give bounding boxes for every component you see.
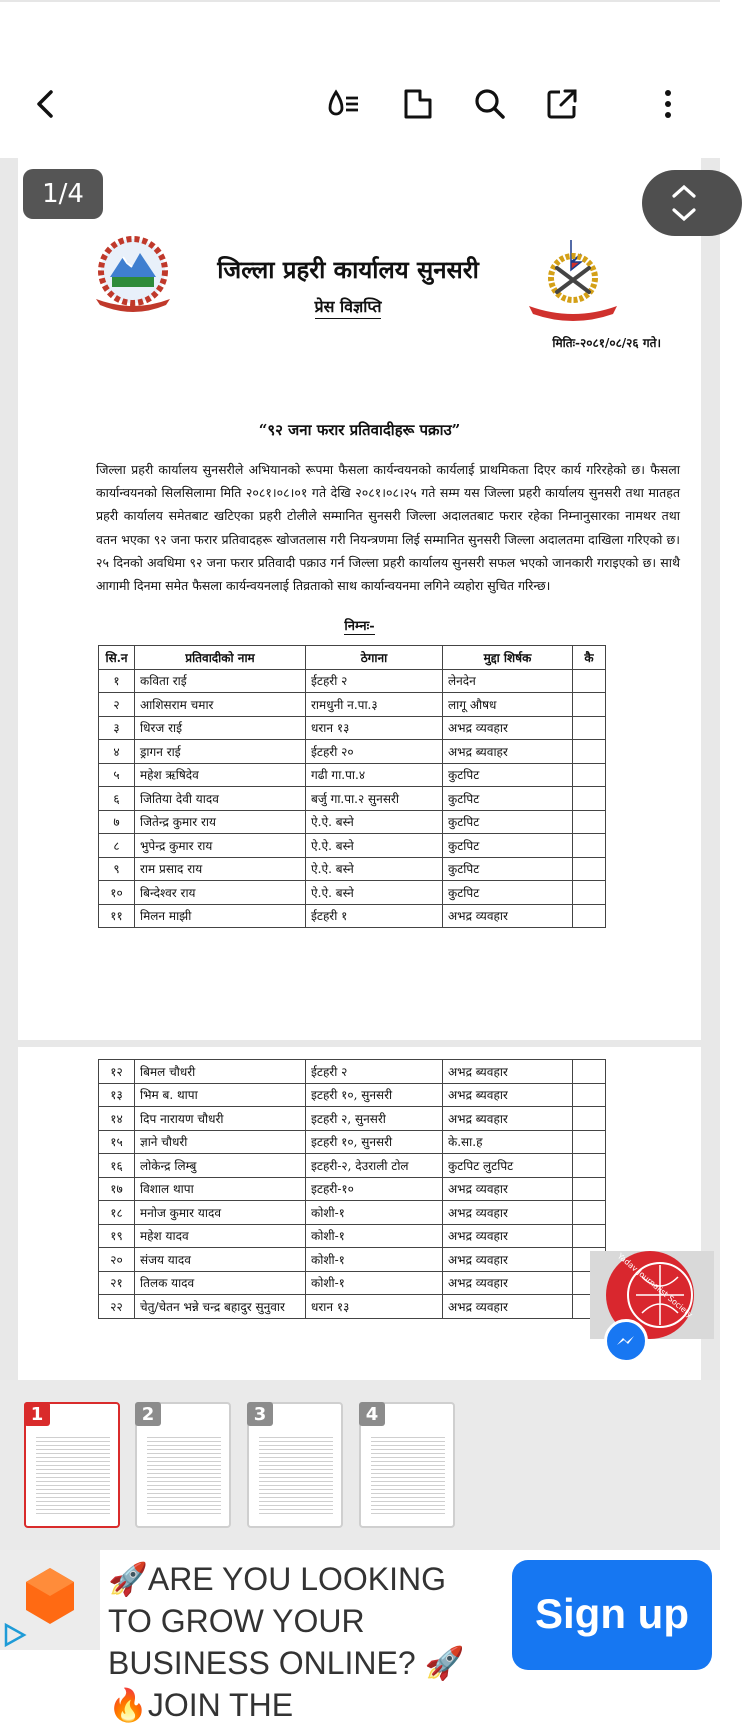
cell-case-title: अभद्र व्यवहार [443, 1177, 573, 1201]
document-viewer[interactable] [0, 158, 720, 1380]
column-header: मुद्दा शिर्षक [443, 646, 573, 670]
cell-address: इटहरी-२, देउराली टोल [306, 1154, 443, 1178]
cell-case-title: अभद्र व्यवहार [443, 1201, 573, 1225]
scroll-toggle-button[interactable] [642, 170, 742, 236]
table-row [99, 1271, 606, 1295]
cell-address: ऐ.ऐ. बस्ने [306, 810, 443, 834]
cell-address: ईटहरी २ [306, 669, 443, 693]
cell-address: इटहरी-१० [306, 1177, 443, 1201]
cell-remarks [573, 881, 606, 905]
back-button[interactable] [24, 82, 68, 126]
cell-accused-name: विशाल थापा [135, 1177, 306, 1201]
cell-accused-name: दिप नारायण चौधरी [135, 1107, 306, 1131]
cell-remarks [573, 857, 606, 881]
table-row [99, 763, 606, 787]
thumbnail-strip [0, 1380, 720, 1550]
cell-remarks [573, 1083, 606, 1107]
table-row [99, 1154, 606, 1178]
table-row [99, 1107, 606, 1131]
cell-remarks [573, 1060, 606, 1084]
table-row [99, 1295, 606, 1319]
search-button[interactable] [468, 82, 512, 126]
cell-accused-name: जितेन्द्र कुमार राय [135, 810, 306, 834]
cell-accused-name: लोकेन्द्र लिम्बु [135, 1154, 306, 1178]
cell-case-title: कुटपिट [443, 857, 573, 881]
cell-remarks [573, 834, 606, 858]
cell-case-title: अभद्र व्यवहार [443, 904, 573, 928]
messenger-icon [613, 1328, 639, 1354]
reading-mode-button[interactable] [322, 82, 366, 126]
table-row [99, 787, 606, 811]
cell-address: ऐ.ऐ. बस्ने [306, 881, 443, 905]
share-icon [544, 86, 580, 122]
table-row [99, 669, 606, 693]
cell-accused-name: धिरज राई [135, 716, 306, 740]
cell-serial: १३ [99, 1083, 135, 1107]
cell-serial: ९ [99, 857, 135, 881]
top-app-bar [0, 0, 720, 158]
cell-case-title: अभद्र ब्यवहार [443, 1083, 573, 1107]
cell-accused-name: मनोज कुमार यादव [135, 1201, 306, 1225]
headline: “९२ जना फरार प्रतिवादीहरू पक्राउ” [258, 421, 461, 439]
cell-case-title: अभद्र ब्यवहार [443, 1060, 573, 1084]
cell-serial: ६ [99, 787, 135, 811]
page-thumbnail-2[interactable] [135, 1402, 231, 1528]
ad-text: 🚀ARE YOU LOOKING TO GROW YOUR BUSINESS ONLINE? 🚀🔥JOIN THE [108, 1561, 465, 1723]
cell-address: इटहरी १०, सुनसरी [306, 1130, 443, 1154]
table-row [99, 1177, 606, 1201]
thumbnail-preview [147, 1434, 221, 1516]
document-page-1 [18, 158, 701, 1040]
cell-accused-name: ड्रागन राई [135, 740, 306, 764]
cell-remarks [573, 763, 606, 787]
cell-case-title: अभद्र ब्यवहार [443, 1107, 573, 1131]
date-line: मितिः-२०८१/०८/२६ गते। [552, 336, 661, 350]
cell-accused-name: भुपेन्द्र कुमार राय [135, 834, 306, 858]
cell-address: इटहरी २, सुनसरी [306, 1107, 443, 1131]
share-button[interactable] [540, 82, 584, 126]
table-row [99, 810, 606, 834]
cell-case-title: कुटपिट [443, 810, 573, 834]
cell-case-title: कुटपिट [443, 787, 573, 811]
cell-serial: १४ [99, 1107, 135, 1131]
cell-accused-name: तिलक यादव [135, 1271, 306, 1295]
cell-remarks [573, 669, 606, 693]
ad-info-icon[interactable] [2, 1622, 28, 1648]
cell-address: रामधुनी न.पा.३ [306, 693, 443, 717]
thumbnail-number: 2 [135, 1402, 161, 1426]
cell-address: गढी गा.पा.४ [306, 763, 443, 787]
cell-serial: ७ [99, 810, 135, 834]
cell-case-title: कुटपिट लुटपिट [443, 1154, 573, 1178]
chat-head-label: Yadav Journalist Society [615, 1251, 695, 1320]
cell-remarks [573, 1107, 606, 1131]
table-row [99, 740, 606, 764]
cell-serial: १२ [99, 1060, 135, 1084]
table-row [99, 904, 606, 928]
cell-remarks [573, 1201, 606, 1225]
page-thumbnail-4[interactable] [359, 1402, 455, 1528]
cell-case-title: अभद्र व्यवहार [443, 1295, 573, 1319]
cell-accused-name: कविता राई [135, 669, 306, 693]
cell-accused-name: बिमल चौधरी [135, 1060, 306, 1084]
accused-table-page-1 [98, 645, 606, 928]
cell-remarks [573, 693, 606, 717]
cell-accused-name: संजय यादव [135, 1248, 306, 1272]
cell-case-title: अभद्र व्यवहार [443, 1271, 573, 1295]
cell-serial: ३ [99, 716, 135, 740]
table-row [99, 881, 606, 905]
thumbnail-number: 3 [247, 1402, 273, 1426]
chevron-down-icon [674, 210, 694, 219]
page-thumbnail-3[interactable] [247, 1402, 343, 1528]
thumbnail-number: 4 [359, 1402, 385, 1426]
table-row [99, 1130, 606, 1154]
cell-accused-name: महेश ऋषिदेव [135, 763, 306, 787]
thumbnail-preview [36, 1434, 110, 1516]
table-row [99, 693, 606, 717]
cell-case-title: अभद्र व्यवहार [443, 1248, 573, 1272]
cell-accused-name: मिलन माझी [135, 904, 306, 928]
accused-table-page-2 [98, 1059, 606, 1319]
cell-case-title: अभद्र ब्यवाहर [443, 740, 573, 764]
cell-remarks [573, 810, 606, 834]
cell-serial: २१ [99, 1271, 135, 1295]
more-options-button[interactable] [646, 82, 690, 126]
cell-serial: १५ [99, 1130, 135, 1154]
cell-remarks [573, 1224, 606, 1248]
cell-serial: १८ [99, 1201, 135, 1225]
cell-accused-name: महेश यादव [135, 1224, 306, 1248]
cell-address: कोशी-१ [306, 1271, 443, 1295]
cell-case-title: अभद्र व्यवहार [443, 1224, 573, 1248]
cell-serial: २२ [99, 1295, 135, 1319]
cell-case-title: अभद्र व्यवहार [443, 716, 573, 740]
page-mode-icon [400, 86, 436, 122]
messenger-badge[interactable] [604, 1319, 648, 1363]
cell-serial: ११ [99, 904, 135, 928]
cell-case-title: लेनदेन [443, 669, 573, 693]
column-header: सि.न [99, 646, 135, 670]
office-title: जिल्ला प्रहरी कार्यालय सुनसरी [217, 255, 479, 284]
page-mode-button[interactable] [396, 82, 440, 126]
cell-accused-name: चेतु/चेतन भन्ने चन्द्र बहादुर सुनुवार [135, 1295, 306, 1319]
table-row [99, 1248, 606, 1272]
cell-address: ऐ.ऐ. बस्ने [306, 834, 443, 858]
cell-serial: २ [99, 693, 135, 717]
cell-remarks [573, 1130, 606, 1154]
cell-address: ईटहरी २० [306, 740, 443, 764]
list-heading [18, 616, 701, 634]
thumbnail-preview [259, 1434, 333, 1516]
table-row [99, 1201, 606, 1225]
chevron-up-icon [674, 187, 694, 196]
cell-serial: १६ [99, 1154, 135, 1178]
press-release-subtitle [178, 295, 518, 317]
cell-serial: १ [99, 669, 135, 693]
column-header: प्रतिवादीको नाम [135, 646, 306, 670]
nepal-police-logo [523, 236, 623, 321]
cell-serial: ८ [99, 834, 135, 858]
cell-remarks [573, 1154, 606, 1178]
table-row [99, 857, 606, 881]
body-paragraph: जिल्ला प्रहरी कार्यालय सुनसरीले अभियानको रूपमा फैसला कार्यन्वयनको कार्यलाई प्राथमिकता दिएर कार्य गरिरहेको छ। फैसला कार्यान्वयनको सिलसिलामा मिति २०८१।०८।०१ गते देखि २०८१।०८।२५ गते सम्म यस जिल्ला प्रहरी कार्यालय सुनसरी तथा मातहत प्रहरी कार्यालय समेतबाट खटिएका प्रहरी टोलीले सम्मानित सुनसरी जिल्ला अदालतबाट फरार रहेका निम्नानुसारका नामथर तथा वतन भएका ९२ जना फरार प्रतिवादहरू खोजतलास गरी नियन्त्रणमा लिई सम्मानित सुनसरी जिल्ला अदालतमा दाखिला गरिएको छ। २५ दिनको अवधिमा ९२ जना फरार प्रतिवादी पक्राउ गर्न जिल्ला प्रहरी कार्यालय सुनसरी सफल भएको जानकारी गराइएको छ। साथै आगामी दिनमा समेत फैसला कार्यन्वयनलाई तिव्रताको साथ कार्यान्वयनमा लगिने व्यहोरा सुचित गरिन्छ। [96, 462, 680, 594]
cell-case-title: कुटपिट [443, 881, 573, 905]
page-thumbnail-1[interactable] [24, 1402, 120, 1528]
cell-remarks [573, 740, 606, 764]
cell-accused-name: बिन्देश्वर राय [135, 881, 306, 905]
cell-accused-name: ज्ञाने चौधरी [135, 1130, 306, 1154]
list-heading-text: निम्नः- [344, 619, 375, 634]
table-row [99, 1060, 606, 1084]
column-header: ठेगाना [306, 646, 443, 670]
cell-accused-name: भिम ब. थापा [135, 1083, 306, 1107]
cell-case-title: लागू औषध [443, 693, 573, 717]
cell-address: इटहरी १०, सुनसरी [306, 1083, 443, 1107]
thumbnail-preview [371, 1434, 445, 1516]
cell-serial: १७ [99, 1177, 135, 1201]
table-row [99, 716, 606, 740]
cell-serial: २० [99, 1248, 135, 1272]
cell-accused-name: जितिया देवी यादव [135, 787, 306, 811]
table-row [99, 834, 606, 858]
table-row [99, 1224, 606, 1248]
cell-remarks [573, 716, 606, 740]
cell-address: कोशी-१ [306, 1248, 443, 1272]
search-icon [472, 86, 508, 122]
cell-serial: १९ [99, 1224, 135, 1248]
cell-accused-name: राम प्रसाद राय [135, 857, 306, 881]
cell-serial: ५ [99, 763, 135, 787]
cell-serial: १० [99, 881, 135, 905]
table-header-row [99, 646, 606, 670]
more-options-icon [650, 86, 686, 122]
press-release-subtitle-text: प्रेस विज्ञप्ति [315, 297, 382, 319]
cell-address: कोशी-१ [306, 1224, 443, 1248]
cell-case-title: के.सा.ह [443, 1130, 573, 1154]
cell-address: कोशी-१ [306, 1201, 443, 1225]
cell-remarks [573, 904, 606, 928]
cell-address: बर्जु गा.पा.२ सुनसरी [306, 787, 443, 811]
page-counter: 1/4 [23, 169, 103, 219]
back-arrow-icon [28, 86, 64, 122]
cell-accused-name: आशिसराम चमार [135, 693, 306, 717]
cell-case-title: कुटपिट [443, 834, 573, 858]
cell-address: ईटहरी १ [306, 904, 443, 928]
cell-address: ईटहरी २ [306, 1060, 443, 1084]
cell-remarks [573, 787, 606, 811]
cell-serial: ४ [99, 740, 135, 764]
cell-remarks [573, 1177, 606, 1201]
ad-banner[interactable] [0, 1550, 720, 1723]
reading-mode-icon [326, 86, 362, 122]
cell-address: ऐ.ऐ. बस्ने [306, 857, 443, 881]
cell-address: धरान १३ [306, 716, 443, 740]
cell-case-title: कुटपिट [443, 763, 573, 787]
sign-up-button[interactable]: Sign up [512, 1560, 712, 1670]
thumbnail-number: 1 [24, 1402, 50, 1426]
table-row [99, 1083, 606, 1107]
cell-address: धरान १३ [306, 1295, 443, 1319]
nepal-emblem-logo [88, 233, 178, 313]
column-header: कै [573, 646, 606, 670]
